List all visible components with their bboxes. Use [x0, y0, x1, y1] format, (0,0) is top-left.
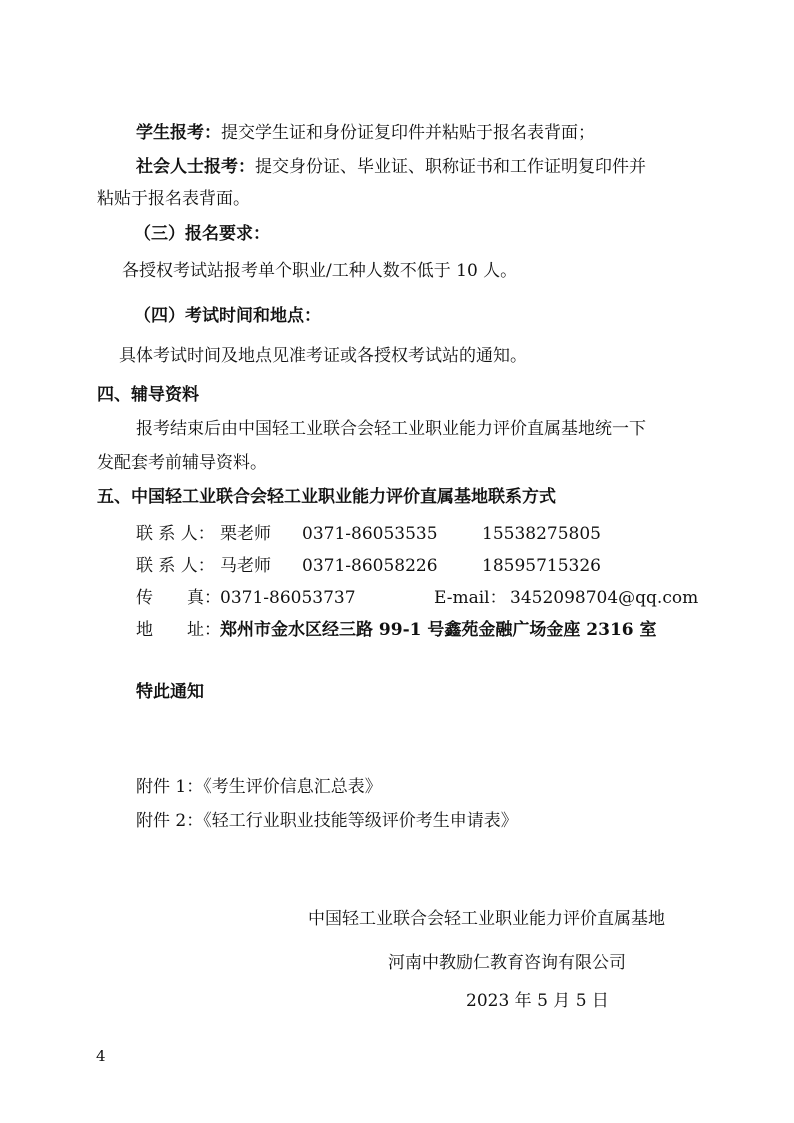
student-registration-label: 学生报考： [136, 123, 221, 143]
part4-text-2: 发配套考前辅导资料。 [97, 453, 267, 473]
public-registration-line [136, 156, 646, 178]
public-registration-text-1: 提交身份证、毕业证、职称证书和工作证明复印件并 [255, 157, 646, 177]
fax-value: 0371-86053737 [220, 588, 356, 608]
section3-heading: （三）报名要求： [134, 224, 270, 244]
contact-row [136, 523, 696, 545]
student-registration-line [136, 122, 595, 144]
part4-heading: 四、辅导资料 [97, 385, 199, 405]
notice-text: 特此通知 [136, 682, 204, 702]
part5-heading: 五、中国轻工业联合会轻工业职业能力评价直属基地联系方式 [97, 487, 556, 507]
part4-text-1: 报考结束后由中国轻工业联合会轻工业职业能力评价直属基地统一下 [136, 419, 646, 439]
student-registration-text: 提交学生证和身份证复印件并粘贴于报名表背面； [221, 123, 595, 143]
contact-name: 栗老师 [220, 524, 271, 544]
contact-phone: 0371-86053535 [302, 524, 438, 544]
public-registration-text-2: 粘贴于报名表背面。 [97, 189, 250, 209]
email-label: E-mail： [434, 588, 507, 608]
signature-org1: 中国轻工业联合会轻工业职业能力评价直属基地 [308, 909, 665, 929]
contact-mobile: 15538275805 [482, 524, 601, 544]
fax-label: 传 真： [136, 588, 221, 608]
section4-text: 具体考试时间及地点见准考证或各授权考试站的通知。 [119, 346, 527, 366]
contact-label: 联 系 人： [136, 556, 215, 576]
public-registration-label: 社会人士报考： [136, 157, 255, 177]
contact-phone: 0371-86058226 [302, 556, 438, 576]
contact-label: 联 系 人： [136, 524, 215, 544]
section4-heading: （四）考试时间和地点： [134, 306, 321, 326]
page-number: 4 [96, 1047, 106, 1065]
section3-text: 各授权考试站报考单个职业/工种人数不低于 10 人。 [122, 261, 518, 281]
attachment-item: 附件 1：《考生评价信息汇总表》 [136, 777, 382, 797]
fax-row [136, 587, 699, 609]
address-row [136, 619, 696, 641]
contact-mobile: 18595715326 [482, 556, 601, 576]
address-label: 地 址： [136, 620, 221, 640]
contact-name: 马老师 [220, 556, 271, 576]
signature-date: 2023 年 5 月 5 日 [466, 991, 609, 1011]
contact-row [136, 555, 696, 577]
email-value: 3452098704@qq.com [510, 588, 699, 608]
signature-org2: 河南中教励仁教育咨询有限公司 [388, 953, 626, 973]
address-value: 郑州市金水区经三路 99-1 号鑫苑金融广场金座 2316 室 [220, 620, 657, 640]
attachment-item: 附件 2：《轻工行业职业技能等级评价考生申请表》 [136, 811, 518, 831]
